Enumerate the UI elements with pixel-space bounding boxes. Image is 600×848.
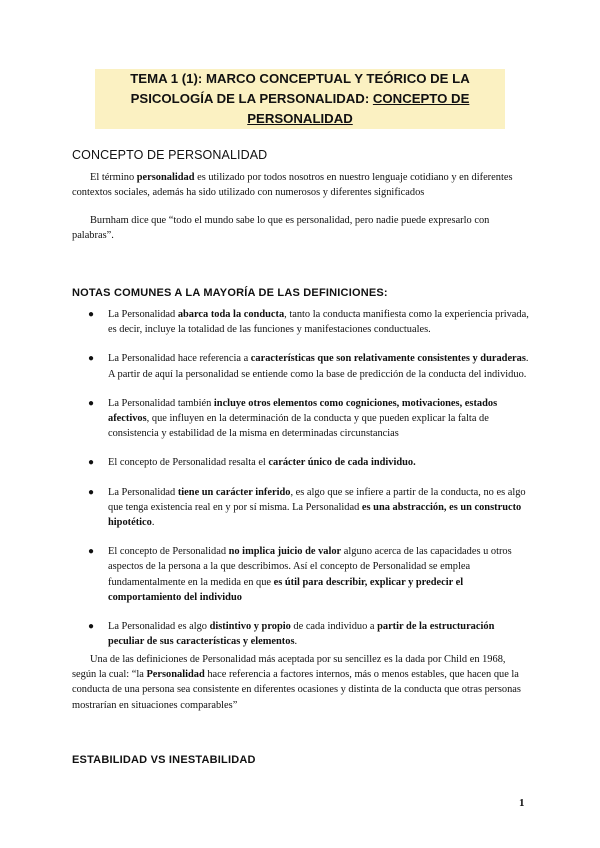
- p1-bold-personalidad: personalidad: [136, 172, 195, 183]
- bullet-bold: incluye otros elementos como cogniciones, motivaciones, estados afectivos: [108, 397, 498, 425]
- list-item: [72, 455, 532, 470]
- list-item: [72, 544, 532, 605]
- title-line-2-underlined: CONCEPTO DE: [372, 91, 470, 106]
- bullet-dot-icon: ●: [88, 546, 95, 558]
- bullet-bold: partir de la estructuración peculiar de sus características y elementos: [108, 621, 495, 648]
- p1-text-c: es utilizado por todos nosotros en nuestro lenguaje cotidiano y en diferentes contextos sociales, además ha sido utilizado con numerosos y diferentes significados: [72, 172, 513, 199]
- bullet-text: La Personalidad es algo: [108, 621, 210, 633]
- bullet-dot-icon: ●: [88, 457, 95, 469]
- bullet-dot-icon: ●: [88, 309, 95, 320]
- bullet-bold: características que son relativamente consistentes y duraderas: [250, 353, 526, 365]
- bullet-bold: carácter único de cada individuo.: [268, 457, 416, 469]
- section-heading-concepto: CONCEPTO DE PERSONALIDAD: [72, 148, 268, 162]
- bullet-bold: tiene un carácter inferido: [177, 486, 291, 498]
- list-item: [72, 619, 532, 649]
- bullet-text: La Personalidad hace referencia a: [108, 353, 251, 365]
- bullet-text: El concepto de Personalidad resalta el: [108, 457, 269, 469]
- definitions-bullet-list: [72, 307, 532, 649]
- bullet-text: . A partir de aquí la personalidad se entiende como la base de predicción de la conducta del individuo.: [108, 353, 529, 380]
- bullet-bold: abarca toda la conducta: [177, 309, 285, 320]
- p3-text-a: Una de las definiciones de Personalidad más aceptada por su sencillez es la dada por Child en 1968, según la cual: “la: [72, 654, 506, 681]
- bullet-text: .: [294, 636, 298, 648]
- bullet-bold: no implica juicio de valor: [228, 546, 342, 558]
- p3-bold-personalidad: Personalidad: [146, 669, 205, 681]
- bullet-text: , que influyen en la determinación de la conducta y que pueden explicar la falta de consistencia y estabilidad de la misma en determinadas circunstancias: [108, 413, 489, 440]
- bullet-text: alguno acerca de las capacidades u otros aspectos de la persona a la que describimos. Así el concepto de Personalidad se emplea fundamentalmente en la medida en que: [108, 546, 512, 588]
- bullet-dot-icon: ●: [88, 397, 95, 409]
- bullet-bold: es una abstracción, es un constructo hipotético: [108, 501, 522, 529]
- title-line-3: [95, 109, 505, 129]
- bullet-bold: distintivo y propio: [209, 621, 291, 633]
- bullet-text: La Personalidad también: [108, 397, 214, 409]
- list-item: [72, 351, 532, 381]
- title-line-2: [95, 89, 505, 109]
- section-heading-notas: NOTAS COMUNES A LA MAYORÍA DE LAS DEFINICIONES:: [72, 287, 388, 299]
- bullet-text: .: [151, 517, 155, 529]
- title-line-3-underlined: PERSONALIDAD: [247, 111, 353, 126]
- bullet-bold: es útil para describir, explicar y predecir el comportamiento del individuo: [108, 576, 464, 603]
- bullet-text: La Personalidad: [108, 309, 178, 320]
- bullet-text: , tanto la conducta manifiesta como la experiencia privada, es decir, incluye la totalidad de las funciones y manifestaciones conductuales.: [108, 309, 529, 336]
- title-line-1: TEMA 1 (1): MARCO CONCEPTUAL Y TEÓRICO DE LA: [130, 71, 470, 86]
- bullet-text: El concepto de Personalidad: [108, 546, 229, 558]
- bullet-text: de cada individuo a: [290, 621, 378, 633]
- list-item: [72, 485, 532, 531]
- list-item: [72, 307, 532, 337]
- p3-text-c: hace referencia a factores internos, más o menos estables, que hacen que la conducta de una persona sea consistente en diferentes ocasiones y distinta de la conducta que otras personas mostrarían en situaciones comparables”: [72, 669, 521, 711]
- title-line-2-plain: PSICOLOGÍA DE LA PERSONALIDAD:: [130, 91, 373, 106]
- bullet-dot-icon: ●: [88, 353, 95, 365]
- bullet-text: La Personalidad: [108, 486, 178, 498]
- bullet-text: , es algo que se infiere a partir de la conducta, no es algo que tenga existencia real en y por sí misma. La Personalidad: [108, 486, 526, 513]
- bullet-dot-icon: ●: [88, 486, 95, 498]
- p1-text-a: El término: [90, 172, 137, 183]
- paragraph-termino-personalidad: [72, 170, 530, 200]
- paragraph-child-definition: [72, 652, 530, 713]
- bullet-dot-icon: ●: [88, 621, 95, 633]
- list-item: [72, 396, 532, 442]
- page-number: 1: [519, 797, 525, 809]
- paragraph-burnham-quote: Burnham dice que “todo el mundo sabe lo que es personalidad, pero nadie puede expresarlo con palabras”.: [72, 215, 490, 242]
- section-heading-estabilidad: ESTABILIDAD VS INESTABILIDAD: [72, 754, 256, 766]
- document-title: [95, 69, 505, 129]
